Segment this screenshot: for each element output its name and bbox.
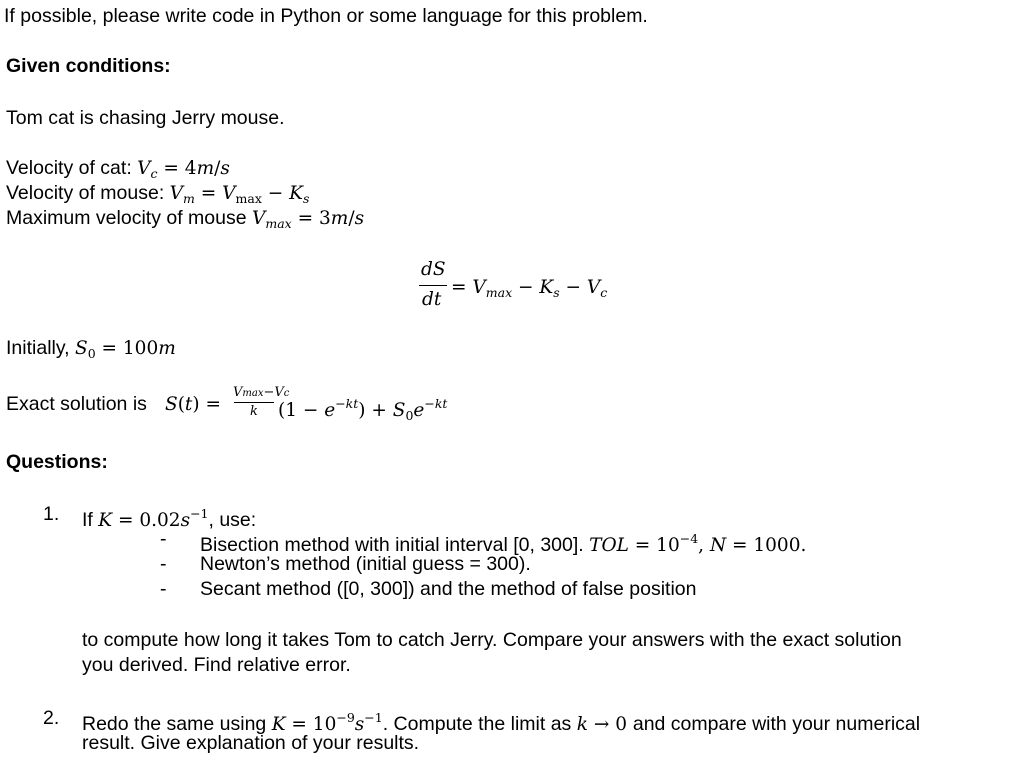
initial-condition-line	[6, 336, 176, 366]
ode-rhs: = $V_{max} - K_s - V_c$	[451, 277, 608, 300]
max-velocity-formula: $V_{max} = 3m/s$	[252, 208, 365, 231]
mouse-velocity-formula: $V_m = V_{max} - K_s$	[169, 183, 310, 206]
bullet-dash: -	[160, 553, 167, 575]
ds-numerator: dS	[421, 259, 446, 280]
bullet-dash: -	[160, 528, 167, 550]
scenario-text: Tom cat is chasing Jerry mouse.	[6, 107, 285, 129]
dt-denominator: dt	[422, 289, 442, 310]
fraction-bar	[419, 285, 447, 286]
exact-solution-rhs: $(1 - e^{-kt}) + S_0e^{-kt}$	[278, 396, 448, 423]
questions-heading: Questions:	[6, 451, 108, 473]
bullet-bisection: Bisection method with initial interval [0, 300]. TOL = $10^{-4}$, N = 1000.	[200, 531, 807, 556]
q1-paragraph-line-1: to compute how long it takes Tom to catch Jerry. Compare your answers with the exact solution	[82, 629, 902, 651]
q1-intro: If $K = 0.02s^{-1}$, use:	[82, 506, 257, 531]
bullet-secant: Secant method ([0, 300]) and the method of false position	[200, 578, 697, 600]
bullet-newton: Newton’s method (initial guess = 300).	[200, 553, 531, 575]
exact-solution-lhs: S(t) =	[165, 394, 221, 415]
bullet-dash: -	[160, 578, 167, 600]
exact-solution-denominator: k	[250, 404, 258, 419]
initial-condition-formula: $S_0 = 100m$	[75, 338, 176, 361]
exact-solution-numerator: Vmax−Vc	[233, 385, 290, 400]
q1-number: 1.	[43, 503, 60, 525]
exact-fraction-bar	[234, 402, 274, 403]
q2-number: 2.	[43, 707, 60, 729]
mouse-velocity-label: Velocity of mouse:	[6, 182, 165, 204]
q1-paragraph-line-2: you derived. Find relative error.	[82, 654, 351, 676]
given-conditions-heading: Given conditions:	[6, 55, 171, 77]
cat-velocity-formula: $V_c = 4m/s$	[137, 158, 230, 181]
cat-velocity-label: Velocity of cat:	[6, 157, 132, 179]
q2-line-2: result. Give explanation of your results.	[82, 732, 420, 754]
max-velocity-line	[6, 206, 364, 236]
max-velocity-label: Maximum velocity of mouse	[6, 207, 247, 229]
initially-label: Initially,	[6, 337, 70, 359]
q2-line-1: Redo the same using $K = 10^{-9}s^{-1}$. Compute the limit as k → 0 and compare with your numerical	[82, 710, 921, 735]
exact-solution-label: Exact solution is	[6, 393, 147, 415]
intro-text: If possible, please write code in Python or some language for this problem.	[4, 5, 648, 27]
